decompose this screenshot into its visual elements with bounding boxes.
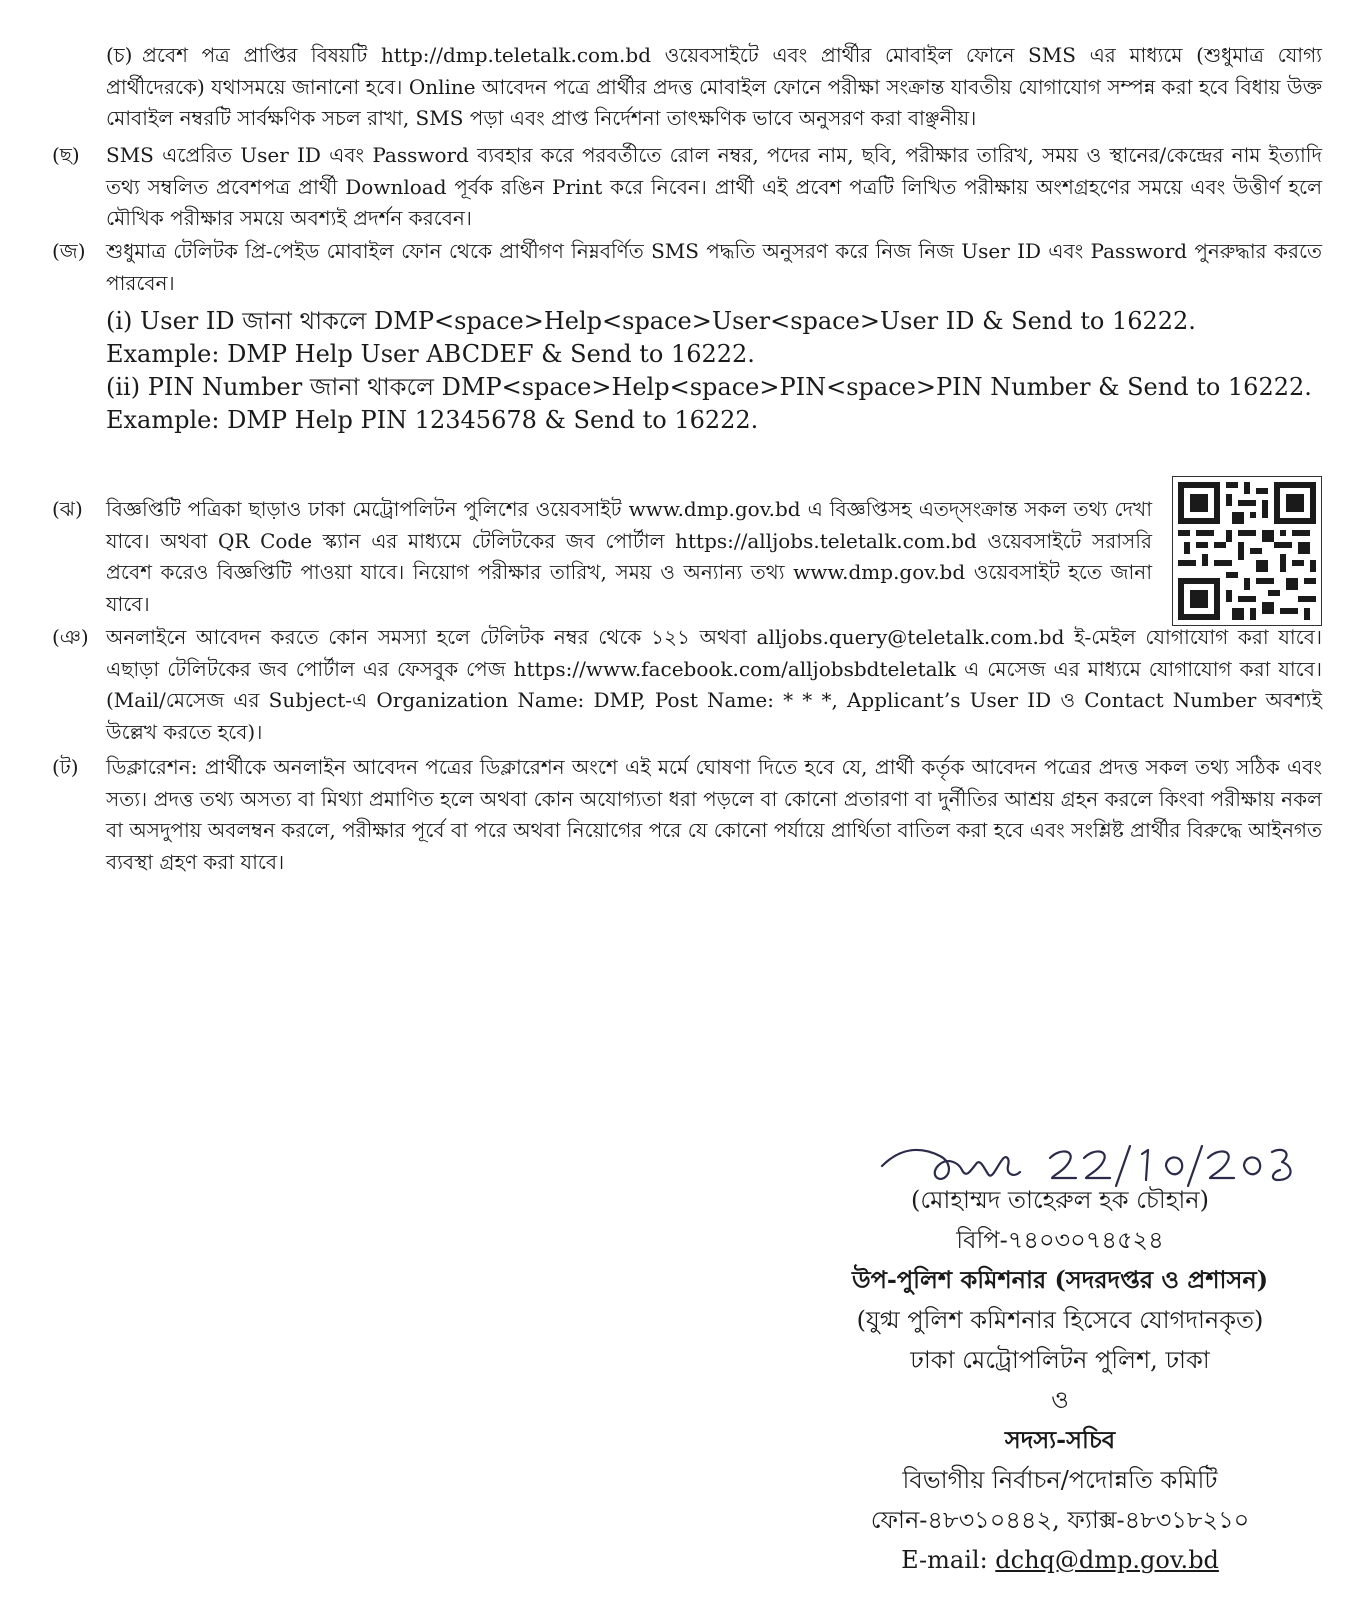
email-line (820, 1540, 1300, 1580)
email-link[interactable]: dchq@dmp.gov.bd (995, 1546, 1219, 1574)
sms-example-pin: Example: DMP Help PIN 12345678 & Send to 16222. (106, 406, 759, 434)
phone-fax: ফোন-৪৮৩১০৪৪২, ফ্যাক্স-৪৮৩১৮২১০ (870, 1506, 1250, 1534)
paragraph-marker: (ছ) (52, 143, 80, 167)
paragraph-text: ডিক্লারেশন: প্রার্থীকে অনলাইন আবেদন পত্রের ডিক্লারেশন অংশে এই মর্মে ঘোষণা দিতে হবে যে, প্রার্থী কর্তৃক আবেদন পত্রের প্রদত্ত সকল তথ্য সঠিক এবং সত্য। প্রদত্ত তথ্য অসত্য বা মিথ্যা প্রমাণিত হলে অথবা কোন অযোগ্যতা ধরা পড়লে বা কোনো প্রতারণা বা দুর্নীতির আশ্রয় গ্রহন করলে কিংবা পরীক্ষায় নকল বা অসদুপায় অবলম্বন করলে, পরীক্ষার পূর্বে বা পরে অথবা নিয়োগের পরে যে কোনো পর্যায়ে প্রার্থিতা বাতিল করা হবে এবং সংশ্লিষ্ট প্রার্থীর বিরুদ্ধে আইনগত ব্যবস্থা গ্রহণ করা যাবে। (106, 755, 1322, 874)
paragraph-text: বিজ্ঞপ্তিটি পত্রিকা ছাড়াও ঢাকা মেট্রোপলিটন পুলিশের ওয়েবসাইট www.dmp.gov.bd এ বিজ্ঞপ্তিসহ এতদ্সংক্রান্ত সকল তথ্য দেখা যাবে। অথবা QR Code স্ক্যান এর মাধ্যমে টেলিটকের জব পোর্টাল https://alljobs.teletalk.com.bd ওয়েবসাইটে সরাসরি প্রবেশ করেও বিজ্ঞপ্তিটি পাওয়া যাবে। নিয়োগ পরীক্ষার তারিখ, সময় ও অন্যান্য তথ্য www.dmp.gov.bd ওয়েবসাইট হতে জানা যাবে। (106, 497, 1152, 616)
committee-name: বিভাগীয় নির্বাচন/পদোন্নতি কমিটি (902, 1466, 1218, 1494)
paragraph-marker: (চ) (106, 43, 133, 67)
paragraph-nya (52, 622, 1322, 748)
bp-number: বিপি-৭৪০৩০৭৪৫২৪ (956, 1226, 1164, 1254)
conjunction: ও (1051, 1386, 1069, 1414)
email-label: E-mail: (901, 1546, 996, 1574)
paragraph-cha (52, 40, 1322, 135)
paragraph-marker: (ঞ) (52, 625, 89, 649)
paragraph-ja (52, 236, 1322, 437)
paragraph-marker: (ট) (52, 755, 79, 779)
paragraph-marker: (ঝ) (52, 497, 83, 521)
paragraph-ta (52, 752, 1322, 878)
paragraph-text: প্রবেশ পত্র প্রাপ্তির বিষয়টি http://dmp.teletalk.com.bd ওয়েবসাইটে এবং প্রার্থীর মোবাইল ফোনে SMS এর মাধ্যমে (শুধুমাত্র যোগ্য প্রার্থীদেরকে) যথাসময়ে জানানো হবে। Online আবেদন পত্রে প্রার্থীর প্রদত্ত মোবাইল ফোনে পরীক্ষা সংক্রান্ত যাবতীয় যোগাযোগ সম্পন্ন করা হবে বিধায় উক্ত মোবাইল নম্বরটি সার্বক্ষণিক সচল রাখা, SMS পড়া এবং প্রাপ্ত নির্দেশনা তাৎক্ষণিক ভাবে অনুসরণ করা বাঞ্ছনীয়। (106, 43, 1322, 130)
paragraph-chha (52, 140, 1322, 235)
sms-format-pin: (ii) PIN Number জানা থাকলে DMP<space>Help<space>PIN<space>PIN Number & Send to 16222. (106, 373, 1312, 401)
signatory-name: (মোহাম্মদ তাহেরুল হক চৌহান) (911, 1186, 1209, 1214)
paragraph-marker: (জ) (52, 239, 86, 263)
office-name: ঢাকা মেট্রোপলিটন পুলিশ, ঢাকা (910, 1346, 1210, 1374)
paragraph-text: অনলাইনে আবেদন করতে কোন সমস্যা হলে টেলিটক নম্বর থেকে ১২১ অথবা alljobs.query@teletalk.com.bd ই-মেইল যোগাযোগ করা যাবে। এছাড়া টেলিটকের জব পোর্টাল এর ফেসবুক পেজ https://www.facebook.com/alljobsbdteletalk এ মেসেজ এর মাধ্যমে যোগাযোগ করা যাবে। (Mail/মেসেজ এর Subject-এ Organization Name: DMP, Post Name: * * *, Applicant’s User ID ও Contact Number অবশ্যই উল্লেখ করতে হবে)। (106, 625, 1322, 744)
qr-code-icon (1172, 476, 1322, 626)
joined-as: (যুগ্ম পুলিশ কমিশনার হিসেবে যোগদানকৃত) (856, 1306, 1264, 1334)
signature-block (820, 1180, 1300, 1580)
sms-format-user-id: (i) User ID জানা থাকলে DMP<space>Help<space>User<space>User ID & Send to 16222. (106, 307, 1196, 335)
designation: উপ-পুলিশ কমিশনার (সদরদপ্তর ও প্রশাসন) (851, 1265, 1269, 1294)
paragraph-text: SMS এপ্রেরিত User ID এবং Password ব্যবহার করে পরবর্তীতে রোল নম্বর, পদের নাম, ছবি, পরীক্ষার তারিখ, সময় ও স্থানের/কেন্দ্রের নাম ইত্যাদি তথ্য সম্বলিত প্রবেশপত্র প্রার্থী Download পূর্বক রঙিন Print করে নিবেন। প্রার্থী এই প্রবেশ পত্রটি লিখিত পরীক্ষায় অংশগ্রহণের সময়ে এবং উত্তীর্ণ হলে মৌখিক পরীক্ষার সময়ে অবশ্যই প্রদর্শন করবেন। (106, 143, 1322, 230)
paragraph-jha (52, 494, 1152, 620)
member-secretary: সদস্য-সচিব (1004, 1425, 1116, 1454)
paragraph-text: শুধুমাত্র টেলিটক প্রি-পেইড মোবাইল ফোন থেকে প্রার্থীগণ নিম্নবর্ণিত SMS পদ্ধতি অনুসরণ করে নিজ নিজ User ID এবং Password পুনরুদ্ধার করতে পারবেন। (106, 239, 1322, 295)
sms-example-user-id: Example: DMP Help User ABCDEF & Send to 16222. (106, 340, 755, 368)
